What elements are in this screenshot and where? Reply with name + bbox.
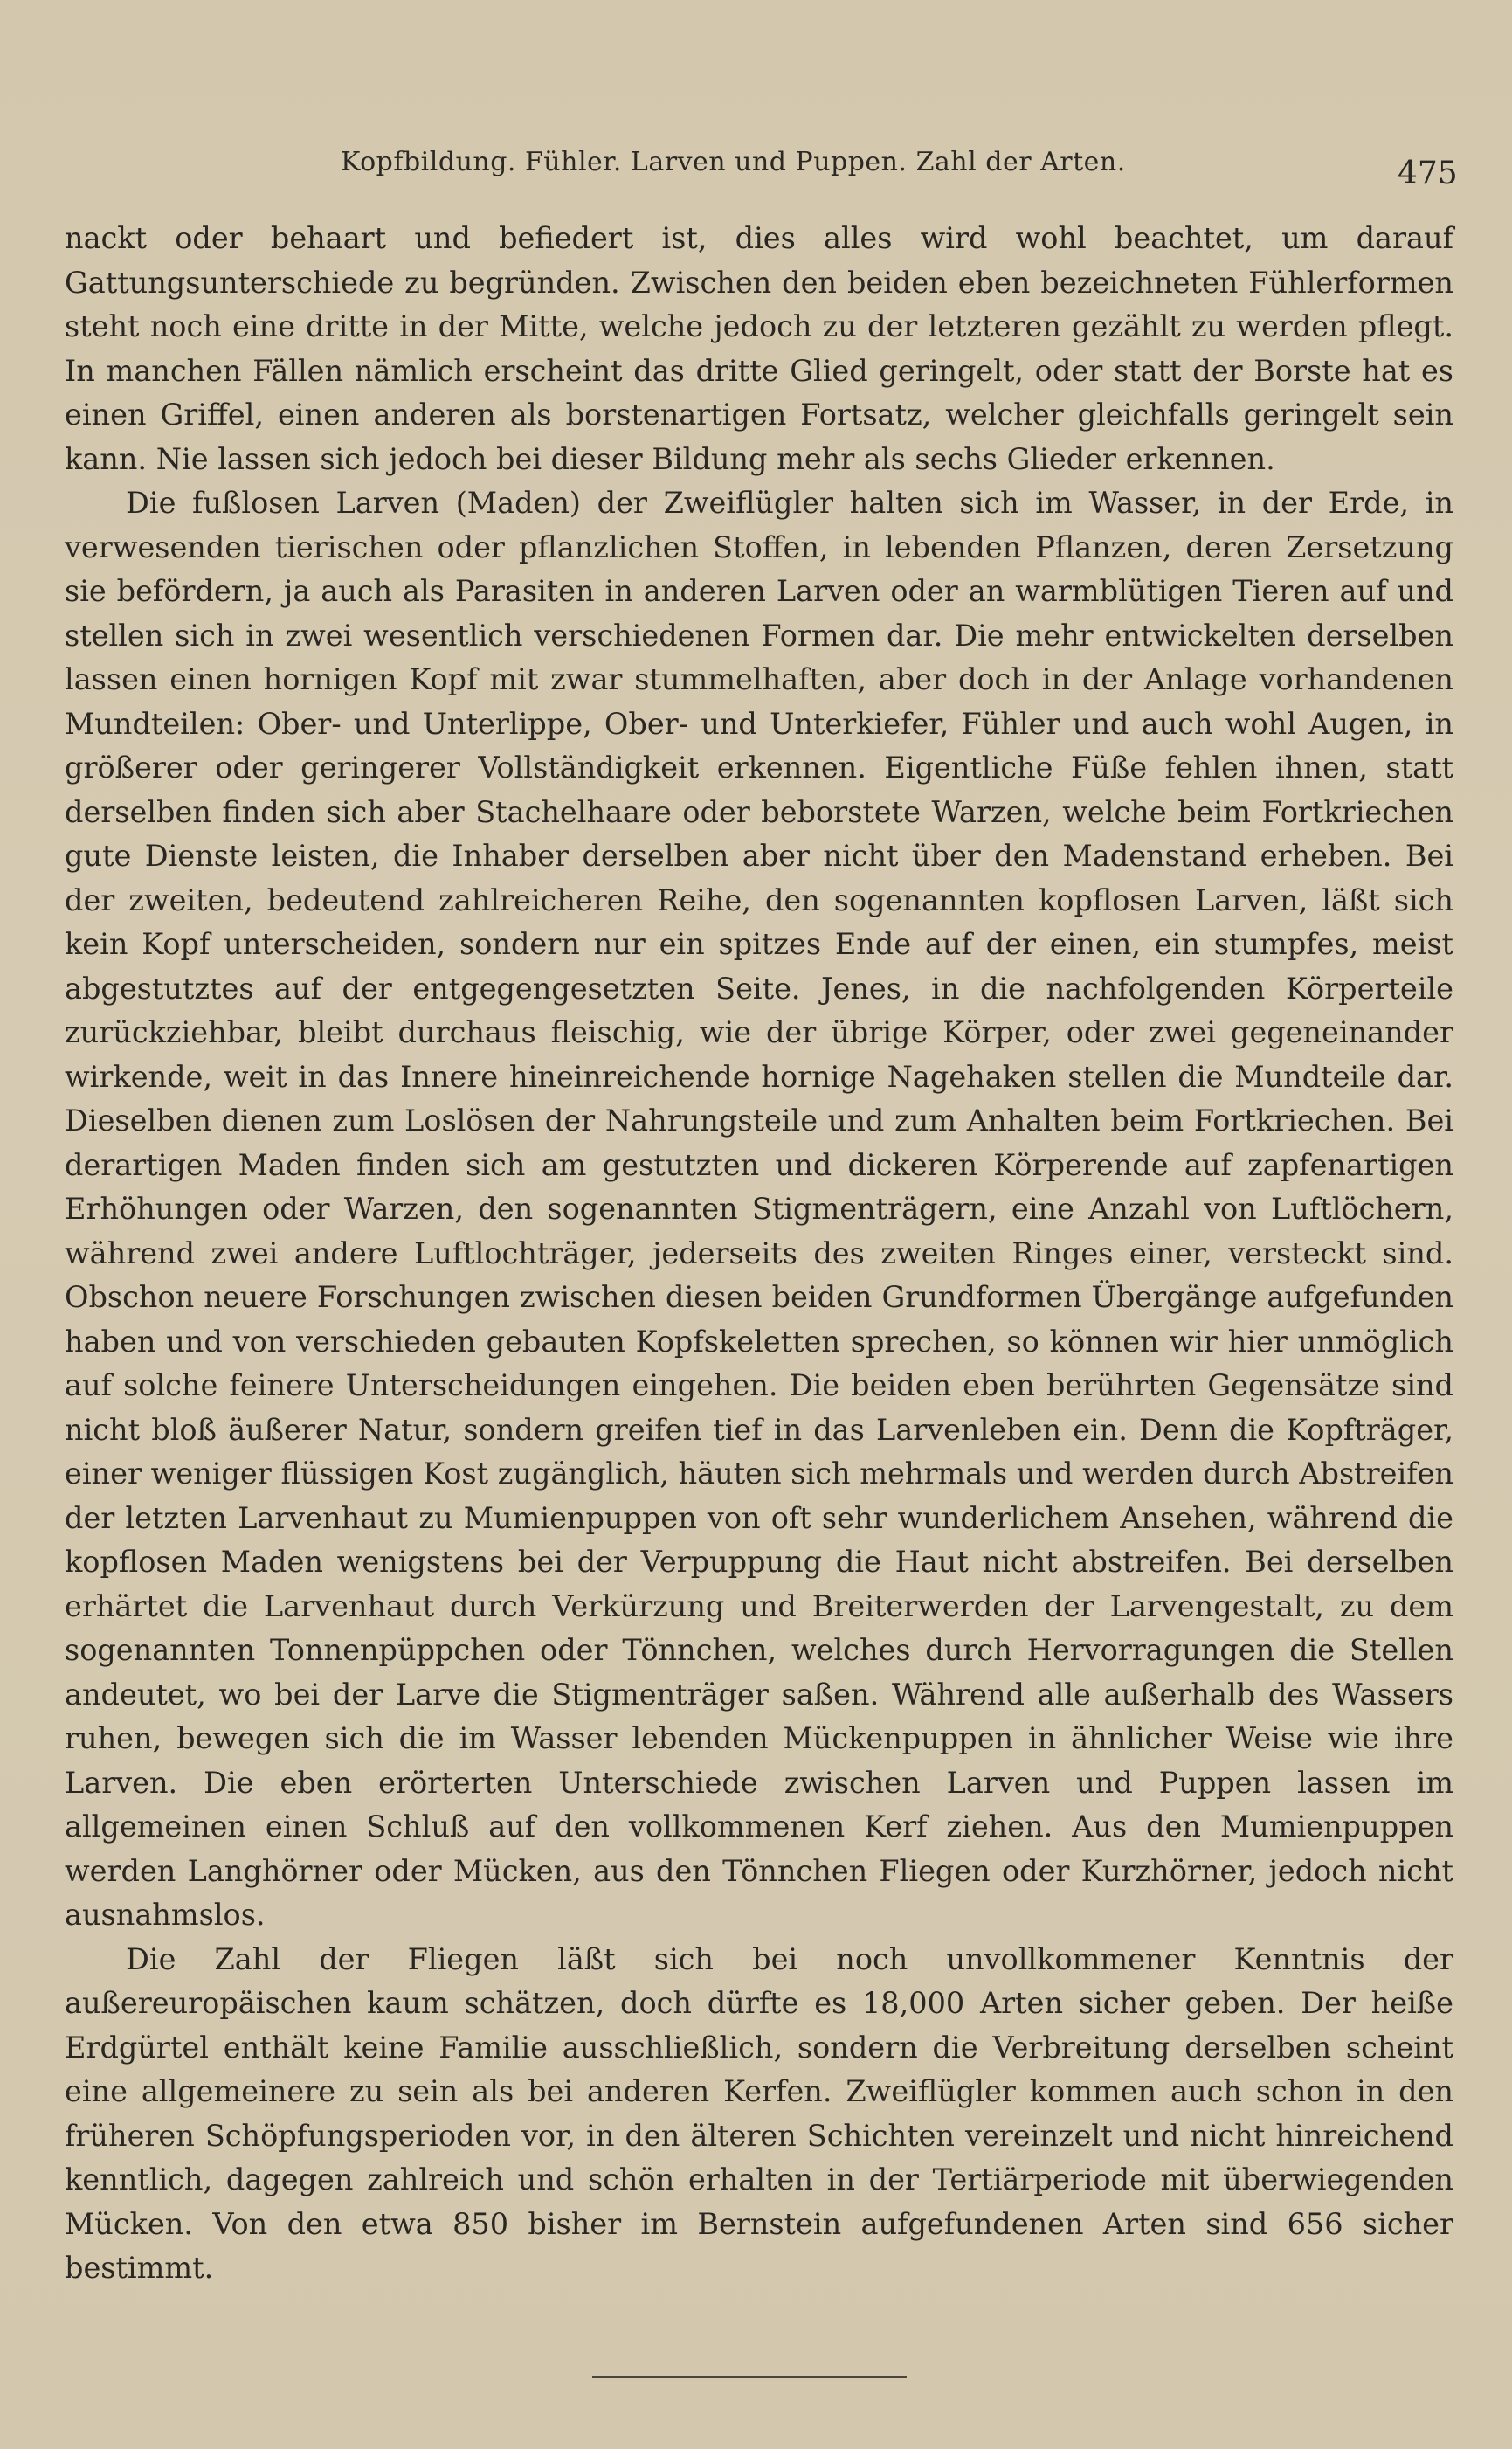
bottom-rule: [592, 2376, 907, 2378]
paragraph-larvae: Die fußlosen Larven (Maden) der Zweiflügler halten sich im Wasser, in der Erde, in verwesenden tierischen oder pflanzlichen Stoffen, in lebenden Pflanzen, deren Zersetzung sie befördern, ja auch als Parasiten in anderen Larven oder an warmblütigen Tieren auf und stellen sich in zwei wesentlich verschiedenen Formen dar. Die mehr entwickelten derselben lassen einen hornigen Kopf mit zwar stummelhaften, aber doch in der Anlage vorhandenen Mundteilen: Ober- und Unterlippe, Ober- und Unterkiefer, Fühler und auch wohl Augen, in größerer oder geringerer Vollständigkeit erkennen. Eigentliche Füße fehlen ihnen, statt derselben finden sich aber Stachelhaare oder beborstete Warzen, welche beim Fortkriechen gute Dienste leisten, die Inhaber derselben aber nicht über den Madenstand erheben. Bei der zweiten, bedeutend zahlreicheren Reihe, den sogenannten kopflosen Larven, läßt sich kein Kopf unterscheiden, sondern nur ein spitzes Ende auf der einen, ein stumpfes, meist abgestutztes auf der entgegengesetzten Seite. Jenes, in die nachfolgenden Körperteile zurückziehbar, bleibt durchaus fleischig, wie der übrige Körper, oder zwei gegeneinander wirkende, weit in das Innere hineinreichende hornige Nagehaken stellen die Mundteile dar. Dieselben dienen zum Loslösen der Nahrungsteile und zum Anhalten beim Fortkriechen. Bei derartigen Maden finden sich am gestutzten und dickeren Körperende auf zapfenartigen Erhöhungen oder Warzen, den sogenannten Stigmenträgern, eine Anzahl von Luftlöchern, während zwei andere Luftlochträger, jederseits des zweiten Ringes einer, versteckt sind. Obschon neuere Forschungen zwischen diesen beiden Grundformen Übergänge aufgefunden haben und von verschieden gebauten Kopfskeletten sprechen, so können wir hier unmöglich auf solche feinere Unterscheidungen eingehen. Die beiden eben berührten Gegensätze sind nicht bloß äußerer Natur, sondern greifen tief in das Larvenleben ein. Denn die Kopfträger, einer weniger flüssigen Kost zugänglich, häuten sich mehrmals und werden durch Abstreifen der letzten Larvenhaut zu Mumienpuppen von oft sehr wunderlichem Ansehen, während die kopflosen Maden wenigstens bei der Verpuppung die Haut nicht abstreifen. Bei derselben erhärtet die Larvenhaut durch Verkürzung und Breiterwerden der Larvengestalt, zu dem sogenannten Tonnenpüppchen oder Tönnchen, welches durch Hervorragungen die Stellen andeutet, wo bei der Larve die Stigmenträger saßen. Während alle außerhalb des Wassers ruhen, bewegen sich die im Wasser lebenden Mückenpuppen in ähnlicher Weise wie ihre Larven. Die eben erörterten Unterschiede zwischen Larven und Puppen lassen im allgemeinen einen Schluß auf den vollkommenen Kerf ziehen. Aus den Mumienpuppen werden Langhörner oder Mücken, aus den Tönnchen Fliegen oder Kurzhörner, jedoch nicht ausnahmslos.: [65, 486, 1453, 1932]
running-head: Kopfbildung. Fühler. Larven und Puppen. Zahl der Arten.: [341, 147, 1126, 177]
paragraph-species-count: Die Zahl der Fliegen läßt sich bei noch unvollkommener Kenntnis der außereuropäischen kaum schätzen, doch dürfte es 18,000 Arten sicher geben. Der heiße Erdgürtel enthält keine Familie ausschließlich, sondern die Verbreitung derselben scheint eine allgemeinere zu sein als bei anderen Kerfen. Zweiflügler kommen auch schon in den früheren Schöpfungsperioden vor, in den älteren Schichten vereinzelt und nicht hinreichend kenntlich, dagegen zahlreich und schön erhalten in der Tertiärperiode mit überwiegenden Mücken. Von den etwa 850 bisher im Bernstein aufgefundenen Arten sind 656 sicher bestimmt.: [65, 1941, 1453, 2285]
page-number: 475: [1398, 156, 1458, 191]
body-text: [65, 217, 1453, 2291]
paragraph-continuation: nackt oder behaart und befiedert ist, dies alles wird wohl beachtet, um darauf Gattungsunterschiede zu begründen. Zwischen den beiden eben bezeichneten Fühlerformen steht noch eine dritte in der Mitte, welche jedoch zu der letzteren gezählt zu werden pflegt. In manchen Fällen nämlich erscheint das dritte Glied geringelt, oder statt der Borste hat es einen Griffel, einen anderen als borstenartigen Fortsatz, welcher gleichfalls geringelt sein kann. Nie lassen sich jedoch bei dieser Bildung mehr als sechs Glieder erkennen.: [65, 221, 1453, 476]
